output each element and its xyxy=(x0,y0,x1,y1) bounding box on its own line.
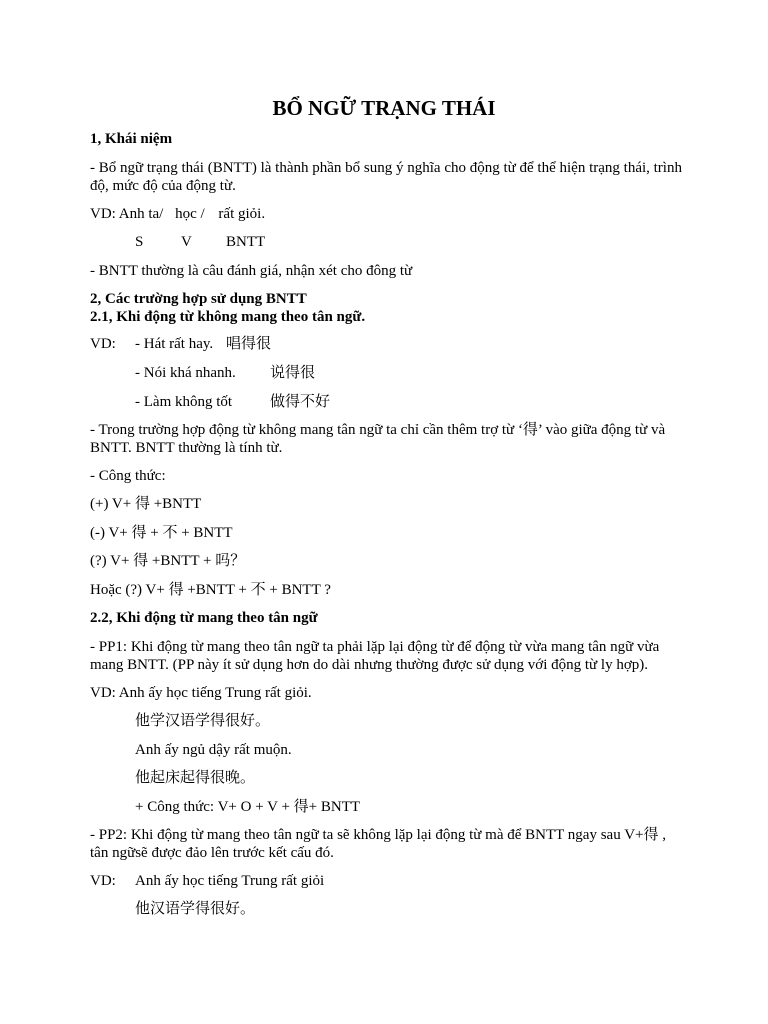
rule-paragraph: - Trong trường hợp động từ không mang tân ngữ ta chỉ cần thêm trợ từ ‘得’ vào giữa động từ và BNTT. BNTT thường là tính từ. xyxy=(90,422,666,456)
example-2 xyxy=(135,364,688,382)
label-v: V xyxy=(181,234,192,250)
pp2-vd-label: VD: xyxy=(90,873,116,889)
formula-label: - Công thức: xyxy=(90,468,166,484)
subsection-2-1-heading: 2.1, Khi động từ không mang theo tân ngữ. xyxy=(90,309,366,325)
example-2-cn: 说得很 xyxy=(270,365,316,381)
label-s: S xyxy=(135,234,144,250)
formula-question: (?) V+ 得 +BNTT + 吗？ xyxy=(90,553,246,569)
pp2-example-vi: Anh ấy học tiếng Trung rất giỏi xyxy=(135,873,325,889)
page-title: BỔ NGỮ TRẠNG THÁI xyxy=(272,96,496,120)
bntt-note: - BNTT thường là câu đánh giá, nhận xét cho đông từ xyxy=(90,263,413,279)
example-part-verb: học / xyxy=(175,206,205,222)
example-2-vi: - Nói khá nhanh. xyxy=(135,365,236,381)
example-1 xyxy=(90,335,688,353)
subsection-2-2-heading: 2.2, Khi động từ mang theo tân ngữ xyxy=(90,610,318,626)
pp2-example xyxy=(90,872,688,890)
pp1-paragraph: - PP1: Khi động từ mang theo tân ngữ ta phải lặp lại động từ để động từ vừa mang tân ngữ vừa mang BNTT. (PP này ít sử dụng hơn do dài nhưng thường được sử dụng với động từ ly hợp). xyxy=(90,639,660,673)
example-3 xyxy=(135,393,688,411)
definition-paragraph: - Bổ ngữ trạng thái (BNTT) là thành phần bổ sung ý nghĩa cho động từ để thể hiện trạng thái, trình độ, mức độ của động từ. xyxy=(90,160,682,194)
example-1-vi: - Hát rất hay. xyxy=(135,336,214,352)
label-bntt: BNTT xyxy=(226,234,266,250)
section-1-heading: 1, Khái niệm xyxy=(90,131,173,147)
section-2-heading: 2, Các trường hợp sử dụng BNTT xyxy=(90,291,307,307)
example-3-cn: 做得不好 xyxy=(270,394,331,410)
example-sentence xyxy=(90,205,688,223)
pp2-paragraph: - PP2: Khi động từ mang theo tân ngữ ta sẽ không lặp lại động từ mà để BNTT ngay sau V+得 , tân ngữsẽ được đảo lên trước kết cấu đó. xyxy=(90,827,666,861)
pp1-example-1: VD: Anh ấy học tiếng Trung rất giỏi. xyxy=(90,685,312,701)
pp1-example-2-cn: 他起床起得很晚。 xyxy=(135,770,256,786)
formula-positive: (+) V+ 得 +BNTT xyxy=(90,496,202,512)
vd-label: VD: xyxy=(90,336,116,352)
example-part-bntt: rất giỏi. xyxy=(218,206,266,222)
pp1-example-1-cn: 他学汉语学得很好。 xyxy=(135,713,271,729)
formula-negative: (-) V+ 得 + 不 + BNTT xyxy=(90,525,233,541)
example-grammar-labels xyxy=(135,233,688,251)
formula-question-alt: Hoặc (?) V+ 得 +BNTT + 不 + BNTT ? xyxy=(90,582,331,598)
pp2-example-cn: 他汉语学得很好。 xyxy=(135,901,256,917)
example-3-vi: - Làm không tốt xyxy=(135,394,233,410)
example-label: VD: Anh ta/ xyxy=(90,206,164,222)
example-1-cn: 唱得很 xyxy=(226,336,272,352)
pp1-formula: + Công thức: V+ O + V + 得+ BNTT xyxy=(135,799,361,815)
pp1-example-2: Anh ấy ngủ dậy rất muộn. xyxy=(135,742,292,758)
